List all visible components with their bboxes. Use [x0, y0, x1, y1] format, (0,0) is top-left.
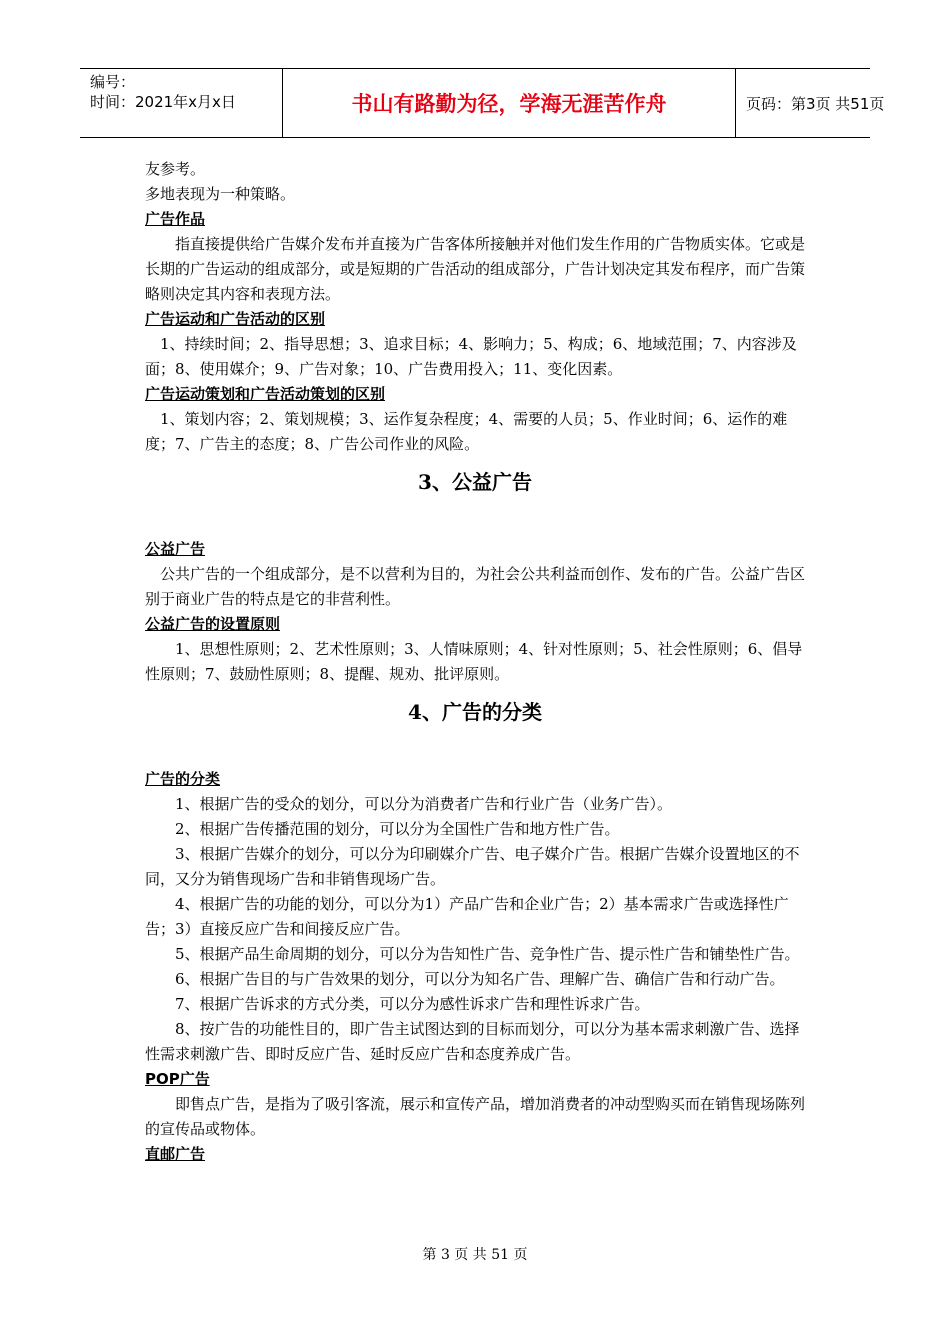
section-title-pop-ads: POP广告	[145, 1070, 210, 1088]
list-item: 5、根据产品生命周期的划分，可以分为告知性广告、竞争性广告、提示性广告和铺垫性广告。	[175, 945, 800, 963]
text-line: 多地表现为一种策略。	[145, 185, 296, 203]
section-title-public-ads: 公益广告	[145, 540, 206, 558]
list-item: 8、按广告的功能性目的，即广告主试图达到的目标而划分，可以分为基本需求刺激广告、选择性需求刺激广告、即时反应广告、延时反应广告和态度养成广告。	[145, 1020, 800, 1063]
paragraph-planning-diff: 1、策划内容；2、策划规模；3、运作复杂程度；4、需要的人员；5、作业时间；6、运作的难度；7、广告主的态度；8、广告公司作业的风险。	[145, 410, 788, 453]
heading-ad-classification: 4、广告的分类	[408, 700, 542, 724]
document-body	[145, 157, 805, 1167]
list-item: 6、根据广告目的与广告效果的划分，可以分为知名广告、理解广告、确信广告和行动广告。	[175, 970, 785, 988]
heading-public-ads: 3、公益广告	[418, 470, 532, 494]
section-title-planning-diff: 广告运动策划和广告活动策划的区别	[145, 385, 386, 403]
section-title-ad-works: 广告作品	[145, 210, 206, 228]
paragraph-ad-works: 指直接提供给广告媒介发布并直接为广告客体所接触并对他们发生作用的广告物质实体。它或是长期的广告运动的组成部分，或是短期的广告活动的组成部分，广告计划决定其发布程序，而广告策略则决定其内容和表现方法。	[145, 235, 806, 303]
number-label: 编号：	[90, 73, 136, 91]
list-item: 1、根据广告的受众的划分，可以分为消费者广告和行业广告（业务广告）。	[175, 795, 673, 813]
paragraph-public-ads: 公共广告的一个组成部分，是不以营利为目的，为社会公共利益而创作、发布的广告。公益广告区别于商业广告的特点是它的非营利性。	[145, 565, 806, 608]
header-motto: 书山有路勤为径，学海无涯苦作舟	[283, 69, 736, 137]
paragraph-public-ads-principles: 1、思想性原则；2、艺术性原则；3、人情味原则；4、针对性原则；5、社会性原则；6、倡导性原则；7、鼓励性原则；8、提醒、规劝、批评原则。	[145, 640, 803, 683]
header-page-info: 页码：第3页 共51页	[746, 94, 885, 113]
time-label: 时间：2021年x月x日	[90, 93, 236, 111]
list-item: 2、根据广告传播范围的划分，可以分为全国性广告和地方性广告。	[175, 820, 620, 838]
paragraph-pop-ads: 即售点广告，是指为了吸引客流，展示和宣传产品，增加消费者的冲动型购买而在销售现场陈列的宣传品或物体。	[145, 1095, 806, 1138]
section-title-public-ads-principles: 公益广告的设置原则	[145, 615, 281, 633]
list-item: 7、根据广告诉求的方式分类，可以分为感性诉求广告和理性诉求广告。	[175, 995, 650, 1013]
page-header	[80, 68, 885, 138]
section-title-ad-classification: 广告的分类	[145, 770, 221, 788]
section-title-campaign-vs-activity: 广告运动和广告活动的区别	[145, 310, 326, 328]
section-title-direct-mail: 直邮广告	[145, 1145, 206, 1163]
list-item: 3、根据广告媒介的划分，可以分为印刷媒介广告、电子媒介广告。根据广告媒介设置地区的不同，又分为销售现场广告和非销售现场广告。	[145, 845, 800, 888]
paragraph-campaign-vs-activity: 1、持续时间；2、指导思想；3、追求目标；4、影响力；5、构成；6、地域范围；7、内容涉及面；8、使用媒介；9、广告对象；10、广告费用投入；11、变化因素。	[145, 335, 797, 378]
list-item: 4、根据广告的功能的划分，可以分为1）产品广告和企业广告；2）基本需求广告或选择性广告；3）直接反应广告和间接反应广告。	[145, 895, 789, 938]
page-footer: 第 3 页 共 51 页	[422, 1247, 528, 1263]
header-meta	[80, 69, 283, 137]
text-line: 友参考。	[145, 160, 206, 178]
